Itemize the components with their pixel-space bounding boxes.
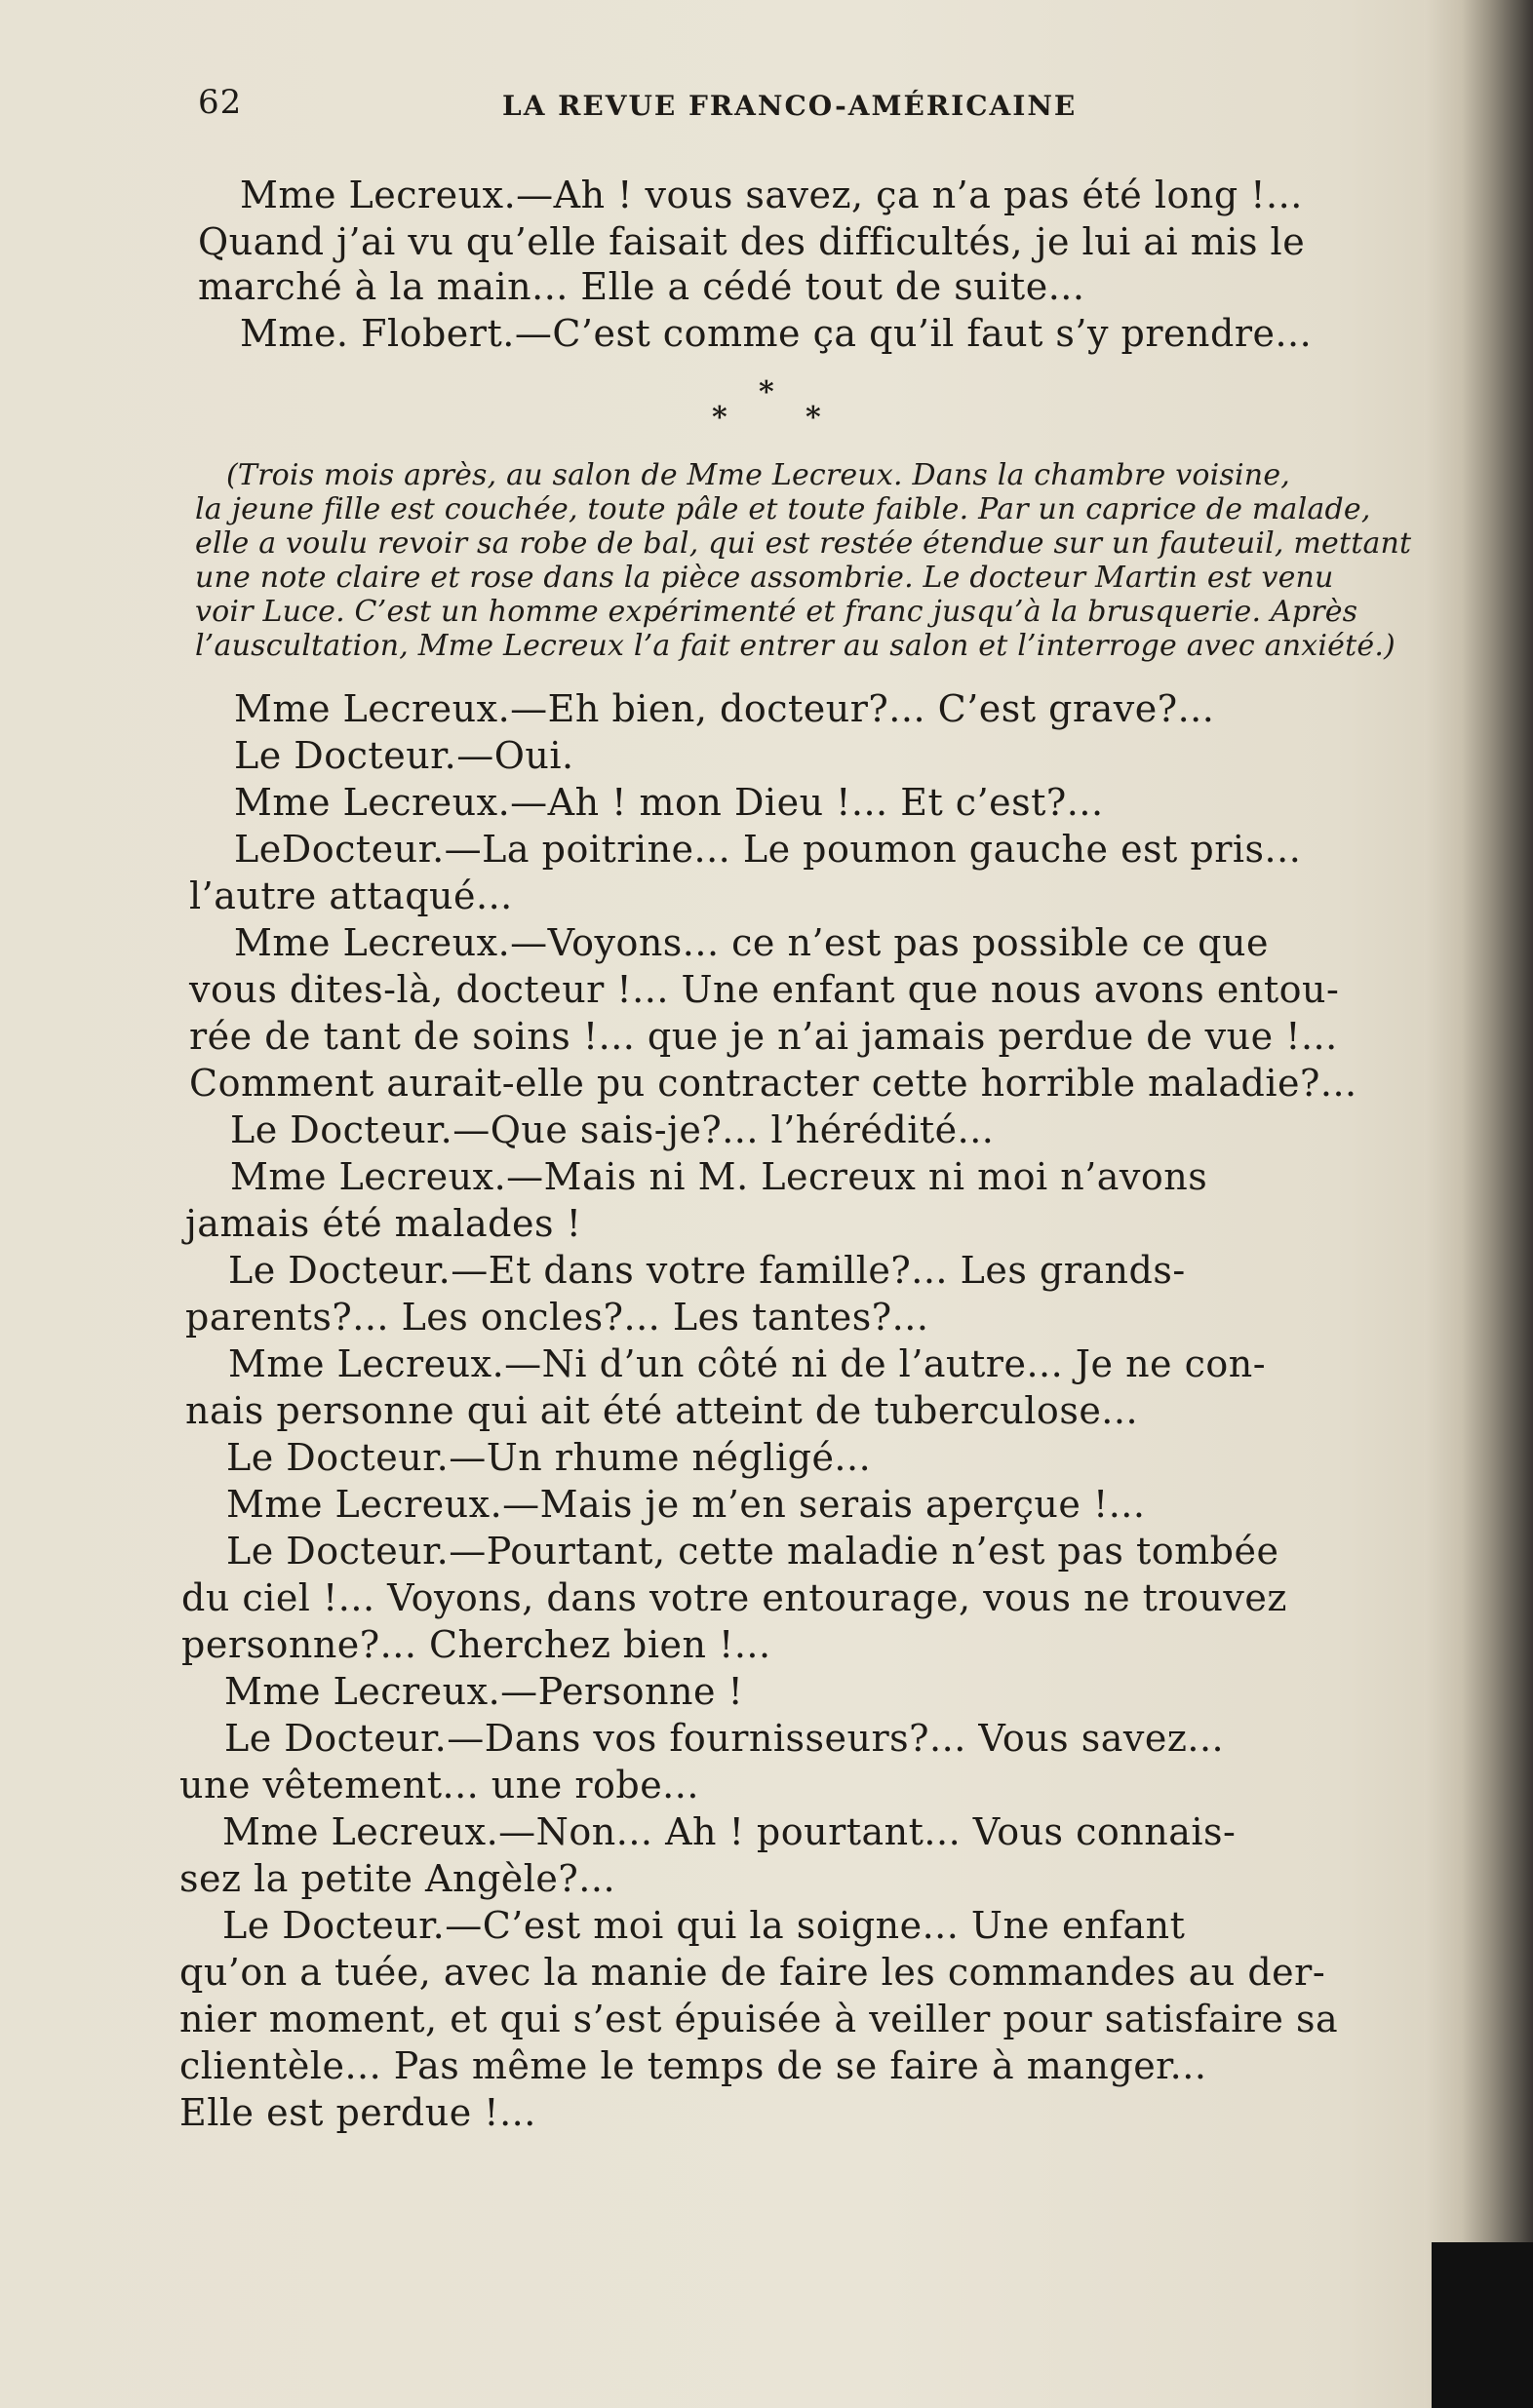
dialogue-line: Le Docteur.—Pourtant, cette maladie n’est pas tombée <box>226 1530 1279 1573</box>
dialogue-line: nais personne qui ait été atteint de tuberculose... <box>185 1389 1139 1432</box>
dialogue-line: parents?... Les oncles?... Les tantes?... <box>185 1296 929 1339</box>
dialogue-line: vous dites-là, docteur !... Une enfant que nous avons entou- <box>189 968 1340 1011</box>
dialogue-line: Elle est perdue !... <box>179 2091 536 2134</box>
dialogue-line: Le Docteur.—C’est moi qui la soigne... Une enfant <box>222 1904 1186 1947</box>
running-head: LA REVUE FRANCO-AMÉRICAINE <box>502 90 1078 122</box>
book-binding-dark-edge <box>1432 2242 1533 2408</box>
dialogue-line: marché à la main... Elle a cédé tout de suite... <box>198 265 1085 308</box>
dialogue-line: sez la petite Angèle?... <box>179 1857 616 1900</box>
dialogue-line: Mme Lecreux.—Mais je m’en serais aperçue !... <box>226 1483 1146 1526</box>
dialogue-line: Le Docteur.—Oui. <box>234 734 574 777</box>
dialogue-line: jamais été malades ! <box>185 1202 582 1245</box>
dialogue-line: Mme Lecreux.—Ah ! vous savez, ça n’a pas été long !... <box>240 174 1303 216</box>
dialogue-line: qu’on a tuée, avec la manie de faire les commandes au der- <box>179 1951 1326 1994</box>
dialogue-line: l’autre attaqué... <box>189 874 513 917</box>
dialogue-line: rée de tant de soins !... que je n’ai jamais perdue de vue !... <box>189 1015 1338 1058</box>
dialogue-line: Quand j’ai vu qu’elle faisait des difficultés, je lui ai mis le <box>198 220 1306 263</box>
asterism-star: * <box>759 375 774 409</box>
dialogue-line: du ciel !... Voyons, dans votre entourage, vous ne trouvez <box>181 1576 1287 1619</box>
dialogue-line: Mme Lecreux.—Ni d’un côté ni de l’autre... Je ne con- <box>228 1342 1267 1385</box>
asterism-star: * <box>712 401 727 435</box>
dialogue-line: Mme Lecreux.—Voyons... ce n’est pas possible ce que <box>234 921 1269 964</box>
dialogue-line: une vêtement... une robe... <box>179 1764 699 1806</box>
dialogue-line: Le Docteur.—Et dans votre famille?... Les grands- <box>228 1249 1186 1292</box>
dialogue-line: Mme Lecreux.—Ah ! mon Dieu !... Et c’est?... <box>234 781 1104 824</box>
dialogue-line: Mme Lecreux.—Non... Ah ! pourtant... Vous connais- <box>222 1810 1237 1853</box>
dialogue-line: clientèle... Pas même le temps de se faire à manger... <box>179 2044 1207 2087</box>
dialogue-line: Mme. Flobert.—C’est comme ça qu’il faut s’y prendre... <box>240 312 1313 355</box>
asterism <box>702 375 839 444</box>
asterism-star: * <box>806 401 821 435</box>
stage-direction-line: la jeune fille est couchée, toute pâle et toute faible. Par un caprice de malade, <box>195 492 1371 526</box>
page-number: 62 <box>198 83 243 122</box>
book-spine-shadow <box>1424 0 1533 2408</box>
dialogue-line: nier moment, et qui s’est épuisée à veiller pour satisfaire sa <box>179 1998 1339 2040</box>
stage-direction-line: (Trois mois après, au salon de Mme Lecreux. Dans la chambre voisine, <box>226 458 1291 492</box>
dialogue-line: Le Docteur.—Un rhume négligé... <box>226 1436 872 1479</box>
stage-direction-line: l’auscultation, Mme Lecreux l’a fait entrer au salon et l’interroge avec anxiété.) <box>195 629 1395 663</box>
dialogue-line: Mme Lecreux.—Eh bien, docteur?... C’est grave?... <box>234 687 1215 730</box>
dialogue-line: Le Docteur.—Que sais-je?... l’hérédité... <box>230 1108 995 1151</box>
dialogue-line: Le Docteur.—Dans vos fournisseurs?... Vous savez... <box>224 1717 1225 1760</box>
stage-direction-line: une note claire et rose dans la pièce assombrie. Le docteur Martin est venu <box>195 561 1334 595</box>
stage-direction-line: voir Luce. C’est un homme expérimenté et franc jusqu’à la brusquerie. Après <box>195 595 1358 629</box>
dialogue-line: Comment aurait-elle pu contracter cette horrible maladie?... <box>189 1062 1357 1105</box>
dialogue-line: Mme Lecreux.—Personne ! <box>224 1670 744 1713</box>
dialogue-line: Mme Lecreux.—Mais ni M. Lecreux ni moi n’avons <box>230 1155 1208 1198</box>
dialogue-line: personne?... Cherchez bien !... <box>181 1623 771 1666</box>
stage-direction-line: elle a voulu revoir sa robe de bal, qui est restée étendue sur un fauteuil, mettant <box>195 526 1412 561</box>
dialogue-line: LeDocteur.—La poitrine... Le poumon gauche est pris... <box>234 828 1302 871</box>
